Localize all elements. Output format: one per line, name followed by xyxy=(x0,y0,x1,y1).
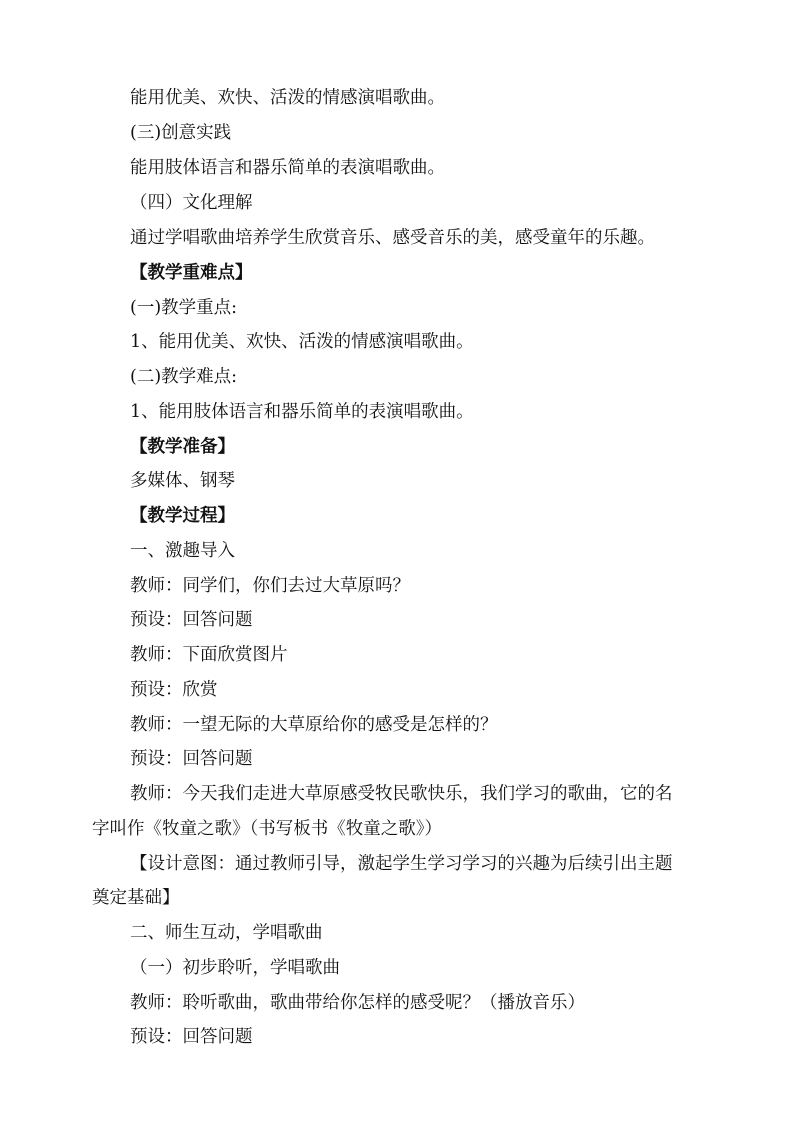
section-heading: (三)创意实践 xyxy=(130,123,232,143)
section-heading: （四）文化理解 xyxy=(130,193,253,213)
dialogue-line: 教师：同学们，你们去过大草原吗？ xyxy=(130,576,410,596)
dialogue-line: 预设：回答问题 xyxy=(130,749,253,769)
design-intent-continued: 奠定基础】 xyxy=(92,888,180,908)
dialogue-line: 教师：聆听歌曲，歌曲带给你怎样的感受呢？（播放音乐） xyxy=(130,993,585,1013)
section-heading: 二、师生互动，学唱歌曲 xyxy=(130,923,323,943)
list-item: 1、能用优美、欢快、活泼的情感演唱歌曲。 xyxy=(130,332,474,352)
section-heading: （一）初步聆听，学唱歌曲 xyxy=(130,958,340,978)
list-item: 1、能用肢体语言和器乐简单的表演唱歌曲。 xyxy=(130,402,474,422)
dialogue-line: 预设：欣赏 xyxy=(130,680,218,700)
design-intent: 【设计意图：通过教师引导，激起学生学习学习的兴趣为后续引出主题 xyxy=(130,854,673,874)
dialogue-line: 预设：回答问题 xyxy=(130,1027,253,1047)
paragraph: 通过学唱歌曲培养学生欣赏音乐、感受音乐的美，感受童年的乐趣。 xyxy=(130,228,655,248)
dialogue-line-continued: 字叫作《牧童之歌》（书写板书《牧童之歌》） xyxy=(92,819,442,839)
bold-heading-preparation: 【教学准备】 xyxy=(130,437,235,457)
paragraph: 能用肢体语言和器乐简单的表演唱歌曲。 xyxy=(130,158,445,178)
section-heading: (二)教学难点: xyxy=(130,367,238,387)
bold-heading-process: 【教学过程】 xyxy=(130,506,235,526)
paragraph: 能用优美、欢快、活泼的情感演唱歌曲。 xyxy=(130,88,445,108)
dialogue-line: 教师：一望无际的大草原给你的感受是怎样的？ xyxy=(130,715,498,735)
dialogue-line: 教师：下面欣赏图片 xyxy=(130,645,288,665)
section-heading: 一、激趣导入 xyxy=(130,541,235,561)
dialogue-line: 预设：回答问题 xyxy=(130,610,253,630)
dialogue-line: 教师：今天我们走进大草原感受牧民歌快乐，我们学习的歌曲，它的名 xyxy=(130,784,673,804)
paragraph: 多媒体、钢琴 xyxy=(130,471,235,491)
bold-heading-key-points: 【教学重难点】 xyxy=(130,263,253,283)
section-heading: (一)教学重点: xyxy=(130,298,238,318)
